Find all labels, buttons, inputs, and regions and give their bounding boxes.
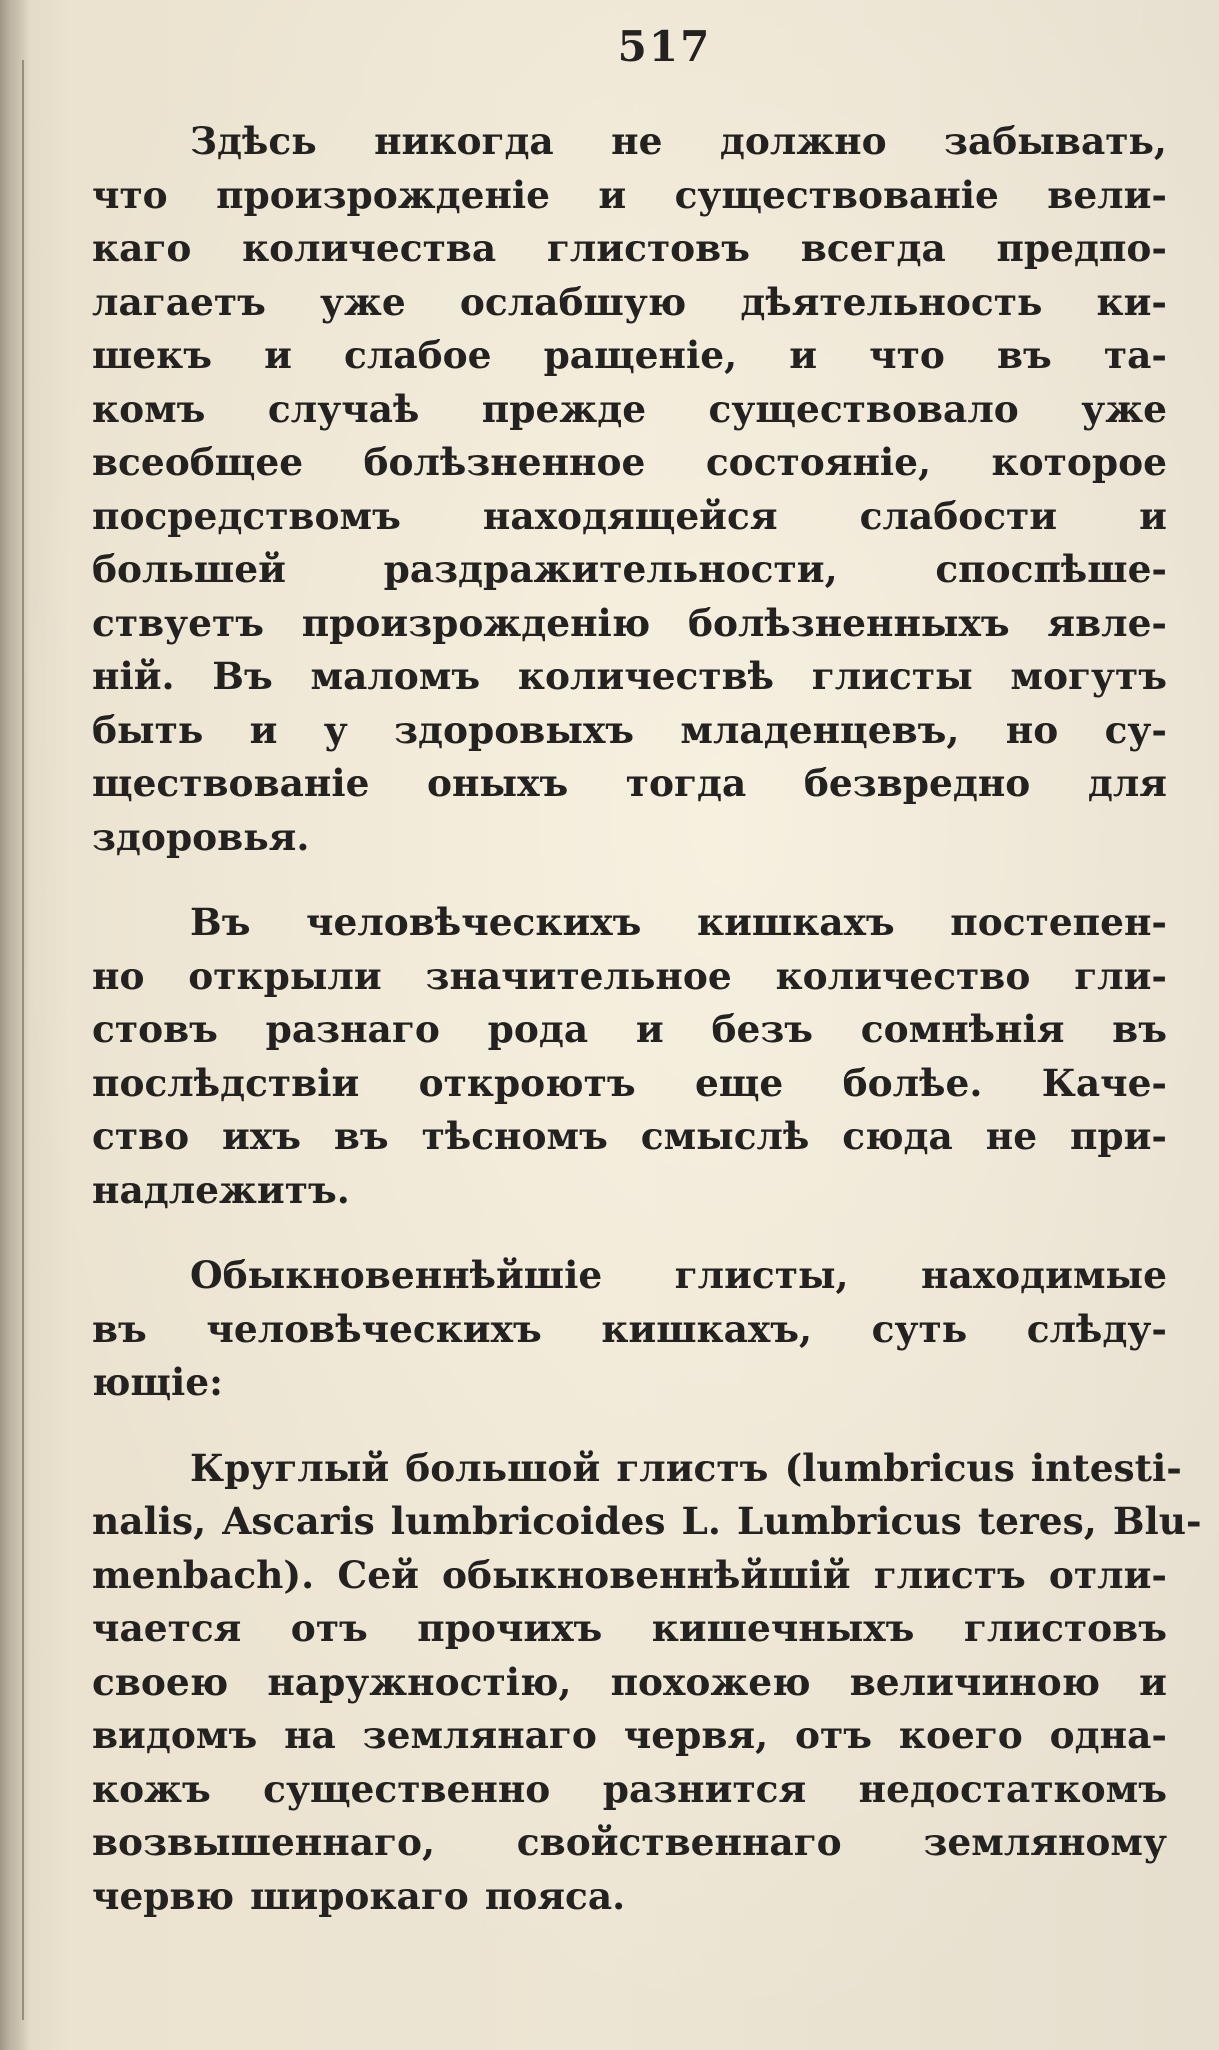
- text-line: но открыли значительное количество гли-: [92, 953, 1167, 998]
- text-line: стовъ разнаго рода и безъ сомнѣнія въ: [92, 1007, 1167, 1051]
- text-line: что произрожденіе и существованіе вели-: [92, 172, 1167, 217]
- text-line: возвышеннаго, свойственнаго земляному: [92, 1820, 1167, 1864]
- text-line: ній. Въ маломъ количествѣ глисты могутъ: [92, 654, 1167, 698]
- paragraph-2: [92, 896, 1167, 1217]
- text-line: посредствомъ находящейся слабости и: [92, 493, 1167, 538]
- text-line: чается отъ прочихъ кишечныхъ глистовъ: [92, 1606, 1167, 1650]
- text-line: Круглый большой глистъ (lumbricus intesti-: [190, 1445, 1182, 1490]
- text-line: каго количества глистовъ всегда предпо-: [92, 226, 1167, 270]
- text-line: своею наружностію, похожею величиною и: [92, 1659, 1167, 1704]
- text-line: ющіе:: [92, 1360, 223, 1404]
- paragraph-3: [92, 1249, 1167, 1410]
- text-line: лагаетъ уже ослабшую дѣятельность ки-: [92, 279, 1167, 324]
- text-line: комъ случаѣ прежде существовало уже: [92, 386, 1167, 431]
- text-line: послѣдствіи откроютъ еще болѣе. Каче-: [92, 1060, 1167, 1105]
- binding-gutter: [0, 0, 30, 2050]
- text-line: menbach). Сей обыкновеннѣйшій глистъ отли-: [92, 1552, 1167, 1597]
- text-line: видомъ на землянаго червя, отъ коего одна-: [92, 1713, 1167, 1757]
- text-line: червю широкаго пояса.: [92, 1873, 626, 1918]
- text-line: въ человѣческихъ кишкахъ, суть слѣду-: [92, 1306, 1167, 1351]
- text-line: быть и у здоровыхъ младенцевъ, но су-: [92, 707, 1167, 752]
- text-line: Въ человѣческихъ кишкахъ постепен-: [190, 900, 1167, 944]
- text-line: здоровья.: [92, 814, 310, 859]
- paragraph-1: [92, 115, 1167, 864]
- text-line: ствуетъ произрожденію болѣзненныхъ явле-: [92, 600, 1167, 645]
- text-line: кожъ существенно разнится недостаткомъ: [92, 1766, 1167, 1811]
- text-line: Здѣсь никогда не должно забывать,: [190, 119, 1167, 163]
- text-line: Обыкновеннѣйшіе глисты, находимые: [190, 1253, 1167, 1297]
- binding-edge-line: [22, 60, 24, 2020]
- text-line: nalis, Ascaris lumbricoides L. Lumbricus teres, Blu-: [92, 1499, 1202, 1543]
- text-line: шекъ и слабое ращеніе, и что въ та-: [92, 333, 1167, 377]
- text-line: надлежитъ.: [92, 1167, 350, 1212]
- paragraph-4: [92, 1442, 1202, 1924]
- text-line: всеобщее болѣзненное состояніе, которое: [92, 440, 1167, 484]
- text-line: ществованіе оныхъ тогда безвредно для: [92, 761, 1167, 805]
- body-text: [92, 115, 1202, 1955]
- page-number: 517: [617, 22, 712, 71]
- text-line: большей раздражительности, споспѣше-: [92, 547, 1167, 591]
- text-line: ство ихъ въ тѣсномъ смыслѣ сюда не при-: [92, 1114, 1167, 1158]
